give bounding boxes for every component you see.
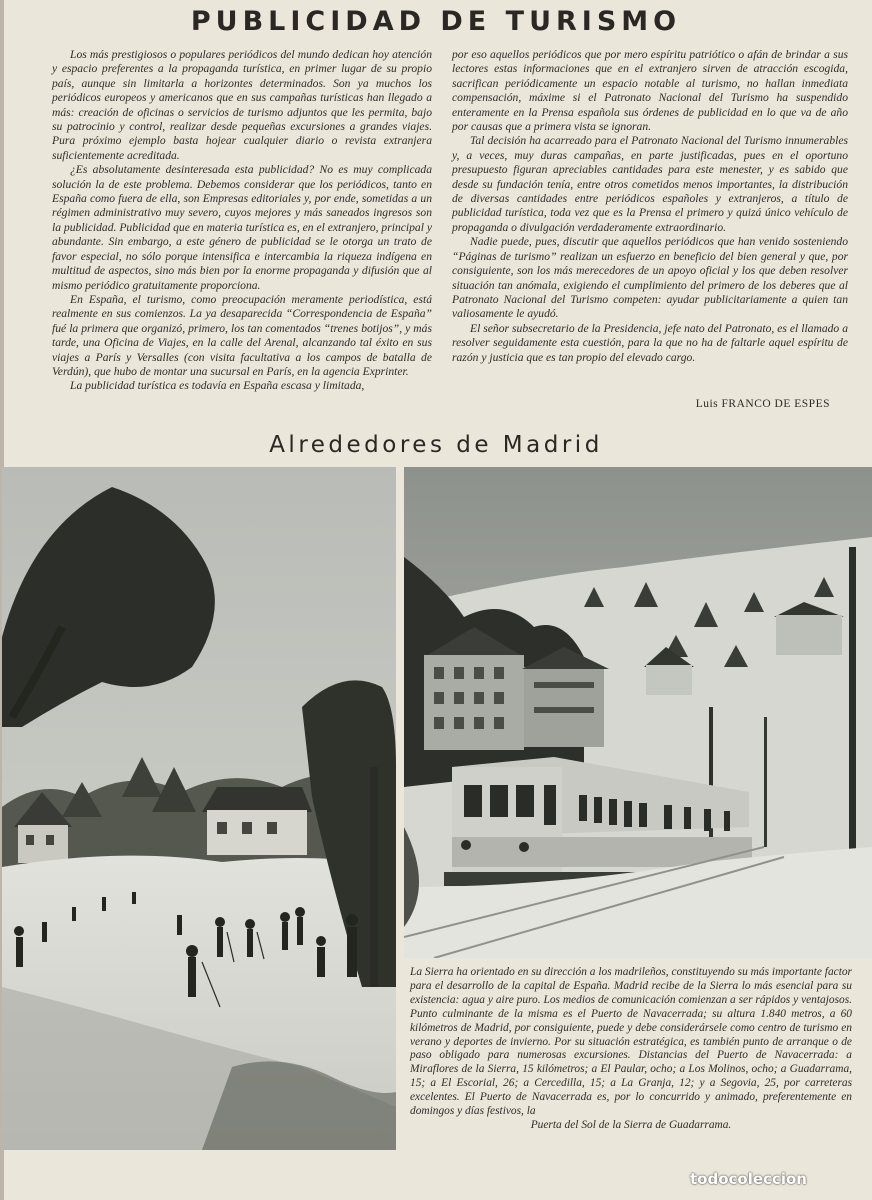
section-title: Alrededores de Madrid — [269, 432, 603, 458]
paragraph: En España, el turismo, como preocupación meramente periodística, está realmente en sus comienzos. La ya desaparecida “Correspondencia de España” fué la primera que organizó, primero, los tan comentados “trenes botijos”, y más tarde, una Oficina de Viajes, en la calle del Arenal, alcanzando tal éxito en sus viajes a París y Versalles (con visita facultativa a los campos de batalla de Verdún), que hubo de montar una sucursal en París, en la agencia Exprinter. — [52, 292, 432, 378]
caption-last-line: Puerta del Sol de la Sierra de Guadarrama. — [530, 1118, 732, 1131]
paragraph: Tal decisión ha acarreado para el Patronato Nacional del Turismo innumerables y, a veces, muy duras campañas, en parte justificadas, pues en el oportuno presupuesto figuran apreciables cantidades para este menester, y es sabido que desde su fundación tenía, entre otros cometidos menos importantes, la distribución de diversas cantidades entre periódicos españoles y extranjeros, a título de publicidad turística, toda vez que es la Prensa el primero y quizá único vehículo de propaganda o divulgación verdaderamente extraordinario. — [452, 134, 848, 234]
article-title: PUBLICIDAD DE TURISMO — [190, 6, 682, 37]
author-signature: Luis FRANCO DE ESPES — [695, 398, 830, 410]
paragraph: La publicidad turística es todavía en España escasa y limitada, — [70, 379, 365, 393]
caption-text: La Sierra ha orientado en su dirección a los madrileños, constituyendo su más importante factor para el desarrollo de la capital de España. Madrid recibe de la Sierra lo más esencial para su existencia: agua y aire puro. Los medios de comunicación comienzan a ser rápidos y ventajosos. Punto culminante de la misma es el Puerto de Navacerrada; su altura 1.840 metros, a 60 kilómetros de Madrid, por consiguiente, puede y debe considerársele como centro de turismo en verano y deportes de invierno. Por su situación estratégica, es también punto de arranque o de paso obligado para numerosas excursiones. Distancias del Puerto de Navacerrada: a Miraflores de la Sierra, 15 kilómetros; a El Paular, ocho; a Los Molinos, ocho; a Guadarrama, 15; a El Escorial, 26; a Cercedilla, 15; a La Granja, 12; y a Segovia, 25, por carreteras excelentes. El Puerto de Navacerrada es, por lo concurrido y animado, preferentemente en domingos y días festivos, la — [410, 966, 852, 1118]
article-column-right — [452, 48, 848, 365]
paragraph: ¿Es absolutamente desinteresada esta publicidad? No es muy complicada solución la de este problema. Debemos considerar que los periódicos, tanto en España como fuera de ella, son Empresas editoriales y, por ende, sometidas a un régimen administrativo muy severo, cuyos mejores y más saneados ingresos son la publicidad. Publicidad que en materia turística es, en el extranjero, principal y abundante. Sin embargo, a este género de publicidad se le otorga un trato de favor especial, no sólo porque intensifica e intercambia la riqueza indígena en multitud de aspectos, sino más bien por la enorme propaganda y difusión que al mismo periódico gratuitamente proporciona. — [52, 163, 432, 292]
skiers-photo-illustration — [2, 467, 396, 1150]
paragraph: Nadie puede, pues, discutir que aquellos periódicos que han venido sosteniendo “Páginas de turismo” realizan un esfuerzo en beneficio del bien general y que, por consiguiente, son los más merecedores de un apoyo oficial y los que deben resolver situación tan anómala, exigiendo el cumplimiento del primero de los deberes que al Patronato Nacional del Turismo competen: ayudar publicitariamente a quien tan valiosamente le ayudó. — [452, 235, 848, 321]
paragraph: Los más prestigiosos o populares periódicos del mundo dedican hoy atención y espacio preferentes a la propaganda turística, en primer lugar de su propio país, aunque sin limitarla a horizontes determinados. Son ya muchos los periódicos europeos y americanos que en sus campañas turísticas han llegado a más: creación de oficinas o servicios de turismo adjuntos que les permita, bajo su patrocinio y control, realizar desde pequeñas excursiones a grandes viajes. Pura próximo ejemplo basta hojear cualquier diario o revista extranjera suficientemente acreditada. — [52, 48, 432, 162]
photo-caption — [410, 966, 852, 1133]
photo-skiers — [2, 467, 396, 1150]
watermark: todocoleccion — [690, 1170, 807, 1188]
paragraph: por eso aquellos periódicos que por mero espíritu patriótico o afán de brindar a sus lectores estas informaciones que en el extranjero sirven de atracción escogida, sacrifican periódicamente un espacio notable al turismo, no hallan inmediata compensación, máxime si el Patronato Nacional del Turismo ha suspendido enteramente en la Prensa española sus órdenes de publicidad en lo que va de año por causas que a primera vista se ignoran. — [452, 48, 848, 134]
photo-train — [404, 467, 872, 958]
article-column-left — [52, 48, 432, 394]
train-photo-illustration — [404, 467, 872, 958]
paragraph: El señor subsecretario de la Presidencia, jefe nato del Patronato, es el llamado a resolver seguidamente esta cuestión, para la que no ha de faltarle aquel espíritu de razón y justicia que es tan propio del elevado cargo. — [452, 321, 848, 364]
